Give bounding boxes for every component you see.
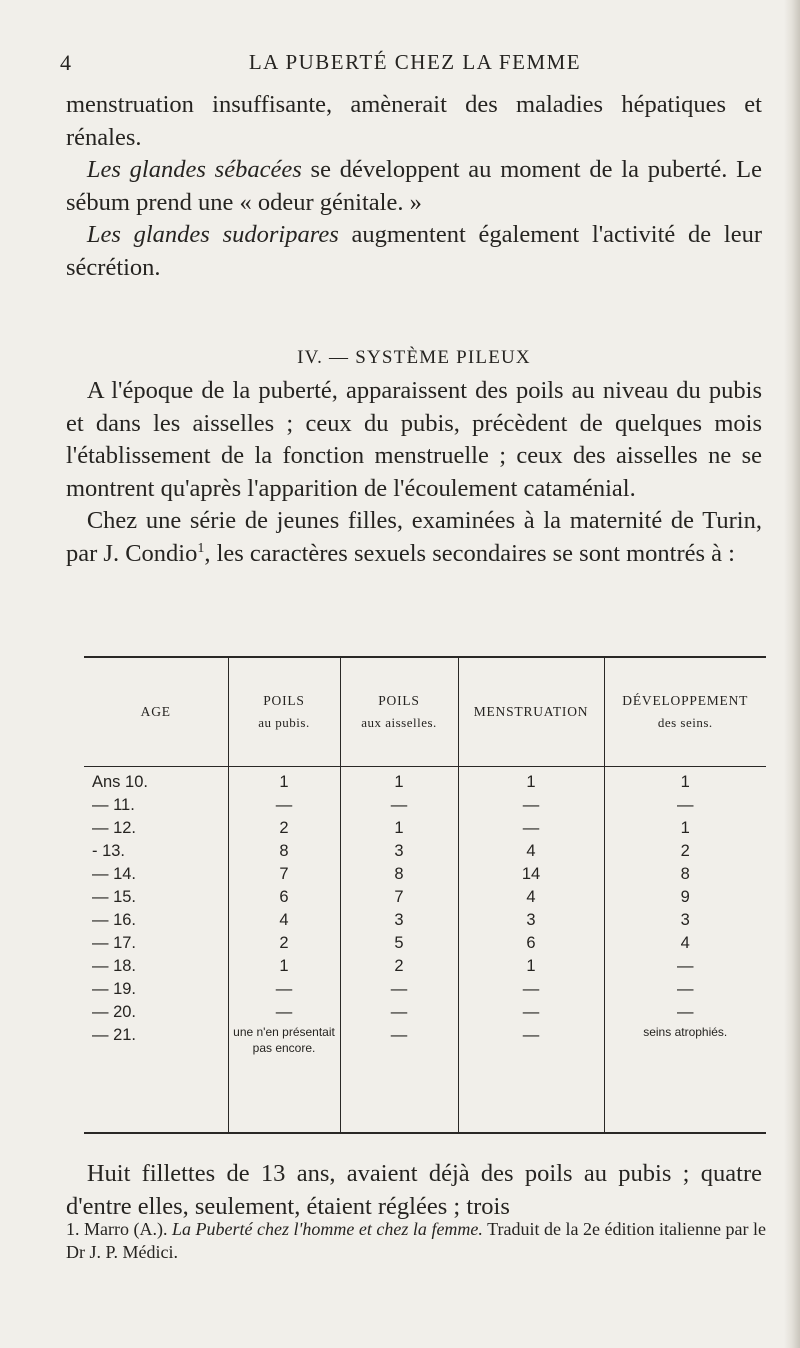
table-cell: 1: [279, 957, 289, 975]
table-cell: 2: [279, 934, 289, 952]
table-cell: —: [677, 957, 694, 975]
table-cell: —: [677, 980, 694, 998]
table-cell: 4: [680, 934, 690, 952]
header-aisselles-label: POILS: [378, 693, 420, 708]
glandes-sudoripares-term: Les glandes sudoripares: [86, 221, 339, 248]
intro-paragraph-3: [66, 219, 762, 284]
table-cell: 1: [526, 957, 536, 975]
seins-column: [604, 767, 766, 1134]
table-cell: —: [390, 1026, 408, 1044]
table-cell: —: [390, 980, 408, 998]
intro-paragraph-2-text: se développent au moment de la puberté. Le sébum prend une « odeur génitale. »: [66, 156, 762, 216]
after-table-text: [66, 1158, 762, 1223]
table-cell: 4: [526, 842, 536, 860]
footnote: [66, 1218, 766, 1264]
table-cell: Ans 10.: [92, 773, 148, 791]
menstruation-column: [458, 767, 604, 1134]
header-age-label: AGE: [140, 704, 171, 719]
table-cell: — 15.: [92, 888, 137, 906]
section-text: [66, 375, 762, 570]
table-cell: 9: [680, 888, 690, 906]
section-paragraph-1: A l'époque de la puberté, apparaissent des poils au niveau du pubis et dans les aisselles ; ceux du pubis, précèdent de quelques mois l'établissement de la fonction menstruelle ; ceux des aisselles ne se montrent qu'après l'apparition de l'écoulement cataménial.: [66, 377, 762, 502]
header-aisselles-sub: aux aisselles.: [361, 715, 437, 730]
intro-paragraph-1: menstruation insuffisante, amènerait des maladies hépatiques et rénales.: [66, 91, 762, 151]
data-table-wrapper: [84, 656, 766, 1134]
table-cell: 6: [279, 888, 289, 906]
table-cell: 2: [680, 842, 690, 860]
table-cell: 8: [279, 842, 289, 860]
pubis-column: [228, 767, 340, 1134]
footnote-author: Marro (A.).: [79, 1219, 173, 1239]
table-cell: 3: [394, 842, 404, 860]
table-cell: — 20.: [92, 1003, 137, 1021]
table-cell: 4: [279, 911, 289, 929]
header-aisselles: [340, 657, 458, 767]
table-cell: —: [522, 796, 540, 814]
table-cell: - 13.: [92, 842, 126, 860]
table-cell: 1: [279, 773, 289, 791]
table-cell: —: [390, 1003, 408, 1021]
table-cell: —: [390, 796, 408, 814]
page-header: [60, 50, 770, 80]
table-cell: — 19.: [92, 980, 137, 998]
section-heading: IV. — SYSTÈME PILEUX: [297, 347, 531, 368]
page-number: 4: [60, 50, 71, 75]
table-cell: 3: [680, 911, 690, 929]
table-cell: 3: [394, 911, 404, 929]
table-cell: 4: [526, 888, 536, 906]
table-cell: — 12.: [92, 819, 137, 837]
table-cell: —: [275, 980, 293, 998]
header-menstruation-label: MENSTRUATION: [473, 704, 589, 719]
header-pubis-sub: au pubis.: [258, 715, 310, 730]
section-paragraph-2-text: Chez une série de jeunes filles, examinées à la maternité de Turin, par J. Condio: [66, 507, 762, 567]
header-pubis: [228, 657, 340, 767]
header-age: [84, 657, 228, 767]
table-body-row: [84, 767, 766, 1134]
table-cell: — 11.: [92, 796, 135, 814]
table-cell: 6: [526, 934, 536, 952]
table-cell: —: [677, 796, 694, 814]
section-paragraph-2: [66, 505, 762, 570]
table-cell: 1: [394, 773, 404, 791]
footnote-number: 1.: [66, 1219, 80, 1239]
table-cell: —: [522, 1026, 540, 1044]
table-cell: —: [275, 796, 293, 814]
table-header-row: [84, 657, 766, 767]
page-edge-shadow: [784, 0, 800, 1348]
intro-paragraph-2: [66, 154, 762, 219]
puberty-table: [84, 656, 766, 1134]
table-cell: une n'en présentait pas encore.: [233, 1025, 335, 1055]
table-cell: 5: [394, 934, 404, 952]
table-cell: 1: [680, 773, 690, 791]
table-cell: 7: [394, 888, 404, 906]
header-seins: [604, 657, 766, 767]
table-cell: 1: [526, 773, 536, 791]
table-cell: —: [522, 980, 540, 998]
after-table-paragraph: Huit fillettes de 13 ans, avaient déjà des poils au pubis ; quatre d'entre elles, seulement, étaient réglées ; trois: [66, 1160, 762, 1220]
table-cell: — 16.: [92, 911, 137, 929]
table-cell: 1: [680, 819, 690, 837]
header-seins-sub: des seins.: [657, 715, 713, 730]
table-cell: 7: [279, 865, 289, 883]
footnote-rest: Traduit de la 2e édition italienne par le Dr J. P. Médici.: [66, 1219, 766, 1262]
table-cell: 2: [279, 819, 289, 837]
table-cell: 14: [521, 865, 541, 883]
intro-text: [66, 89, 762, 284]
section-paragraph-2-end: , les caractères sexuels secondaires se sont montrés à :: [204, 539, 735, 567]
table-cell: —: [275, 1003, 293, 1021]
table-cell: —: [522, 1003, 540, 1021]
header-pubis-label: POILS: [263, 693, 305, 708]
footnote-reference: 1: [197, 540, 205, 556]
table-cell: 3: [526, 911, 536, 929]
table-cell: —: [522, 819, 540, 837]
table-cell: 1: [394, 819, 404, 837]
table-cell: — 17.: [92, 934, 137, 952]
header-menstruation: [458, 657, 604, 767]
aisselles-column: [340, 767, 458, 1134]
table-cell: — 18.: [92, 957, 137, 975]
header-seins-label: DÉVELOPPEMENT: [622, 693, 749, 708]
running-title: LA PUBERTÉ CHEZ LA FEMME: [248, 50, 582, 74]
table-cell: 8: [680, 865, 690, 883]
intro-paragraph-3-text: augmentent également l'activité de leur sécrétion.: [66, 221, 762, 281]
footnote-title: La Puberté chez l'homme et chez la femme.: [172, 1219, 483, 1239]
table-cell: — 14.: [92, 865, 137, 883]
table-cell: — 21.: [92, 1026, 137, 1044]
glandes-sebacees-term: Les glandes sébacées: [86, 156, 302, 183]
table-cell: seins atrophiés.: [643, 1025, 728, 1039]
table-cell: 8: [394, 865, 404, 883]
age-column: [84, 767, 228, 1134]
table-cell: —: [677, 1003, 694, 1021]
table-cell: 2: [394, 957, 404, 975]
